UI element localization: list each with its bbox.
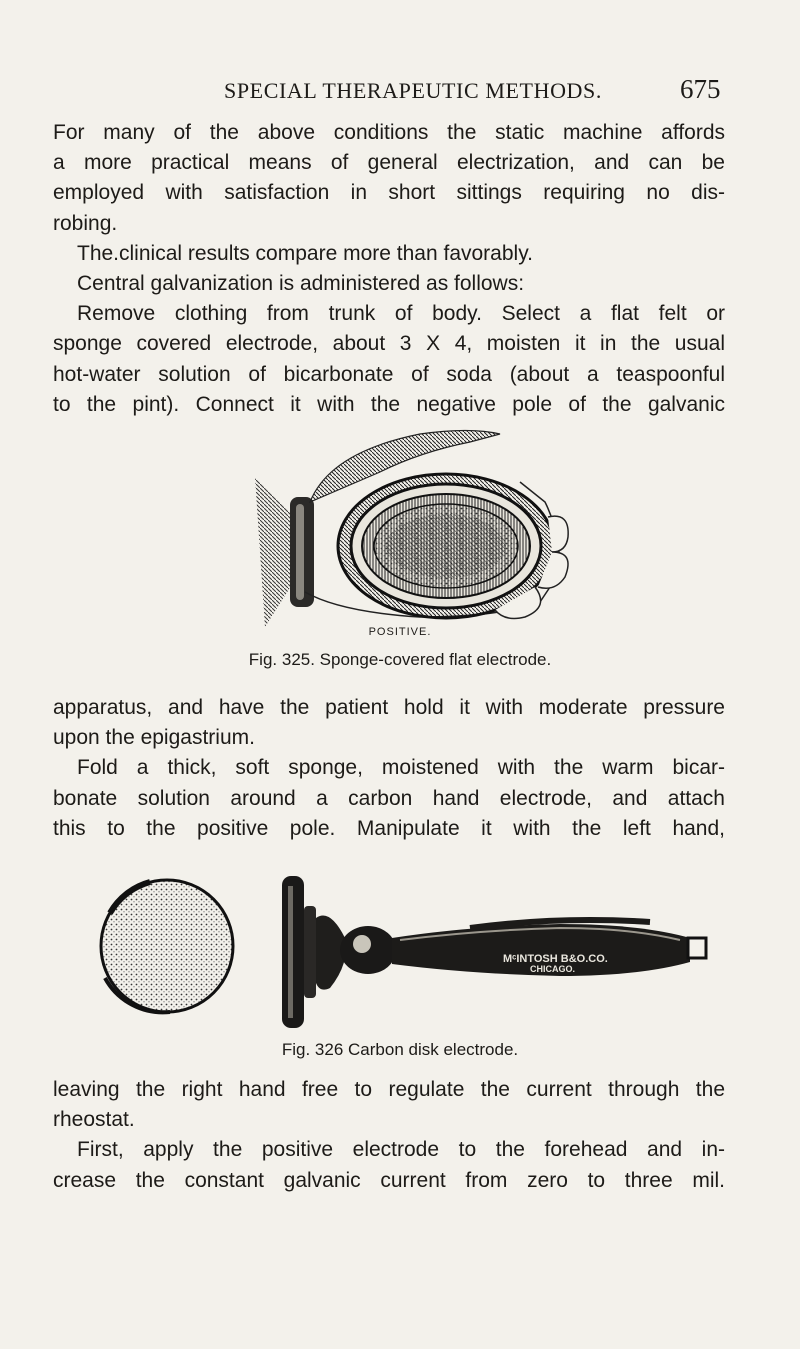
text-block-1	[53, 118, 725, 420]
text-line: First, apply the positive electrode to the forehead and in-	[77, 1138, 725, 1162]
text-line: employed with satisfaction in short sittings requiring no dis-	[53, 181, 725, 205]
text-line: sponge covered electrode, about 3 X 4, moisten it in the usual	[53, 332, 725, 356]
text-line: bonate solution around a carbon hand electrode, and attach	[53, 786, 725, 810]
text-line: rheostat.	[53, 1108, 135, 1132]
page-number: 675	[680, 74, 721, 104]
text-line: apparatus, and have the patient hold it with moderate pressure	[53, 696, 725, 719]
figure-325	[0, 412, 800, 672]
text-line: leaving the right hand free to regulate the current through the	[53, 1078, 725, 1101]
text-line: a more practical means of general electrization, and can be	[53, 151, 725, 175]
carbon-disk-electrode-illustration	[0, 868, 800, 1038]
text-line: For many of the above conditions the static machine affords	[53, 121, 725, 144]
text-line: crease the constant galvanic current from zero to three mil.	[53, 1168, 725, 1192]
figure-caption: Fig. 325. Sponge-covered flat electrode.	[248, 650, 552, 669]
figure-label-positive: POSITIVE.	[368, 626, 432, 638]
text-line: Central galvanization is administered as follows:	[77, 271, 525, 295]
text-line: Fold a thick, soft sponge, moistened with the warm bicar-	[77, 756, 725, 780]
figure-326	[0, 868, 800, 1068]
maker-mark-line1: MᶜINTOSH B&O.CO.	[503, 953, 608, 965]
text-line: robing.	[53, 211, 118, 235]
text-line: hot-water solution of bicarbonate of soda (about a teaspoonful	[53, 362, 725, 386]
text-block-3	[53, 1075, 725, 1196]
maker-mark-line2: CHICAGO.	[530, 964, 575, 974]
running-head: SPECIAL THERAPEUTIC METHODS.	[224, 78, 602, 103]
text-line: to the pint). Connect it with the negative pole of the galvanic	[53, 392, 725, 416]
sponge-electrode-illustration	[0, 412, 800, 642]
page-header	[0, 74, 800, 110]
text-line: The.clinical results compare more than favorably.	[77, 241, 533, 265]
figure-caption: Fig. 326 Carbon disk electrode.	[281, 1040, 519, 1059]
text-line: upon the epigastrium.	[53, 726, 255, 750]
text-line: this to the positive pole. Manipulate it with the left hand,	[53, 816, 725, 840]
text-block-2	[53, 693, 725, 844]
text-line: Remove clothing from trunk of body. Select a flat felt or	[77, 302, 725, 326]
